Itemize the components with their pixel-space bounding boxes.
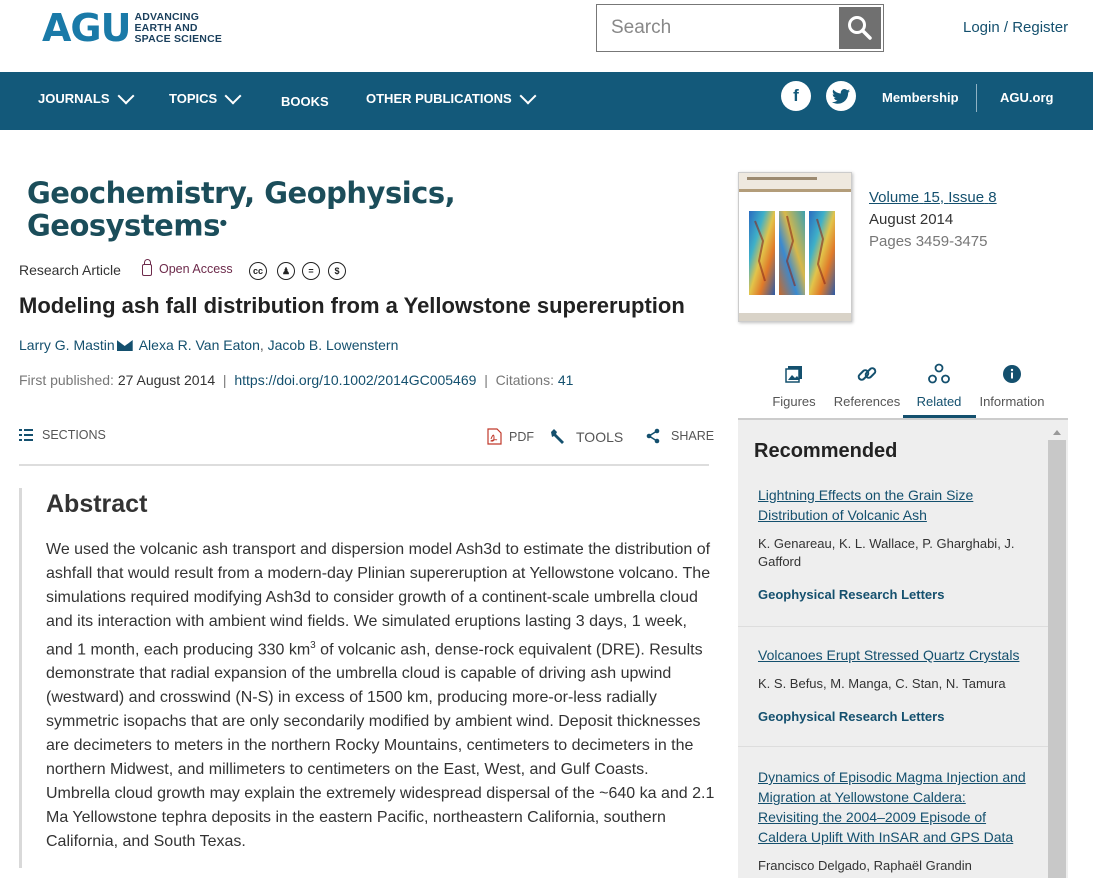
recommended-title-link[interactable]: Dynamics of Episodic Magma Injection and Migration at Yellowstone Caldera: Revisiting the 2004–2009 Episode of Caldera Uplift With InSAR and GPS Data — [758, 769, 1026, 845]
journal-cover-image[interactable] — [738, 172, 852, 322]
publication-info: First published: 27 August 2014 | https://doi.org/10.1002/2014GC005469 | Citations: 41 — [19, 372, 574, 388]
recommended-journal-link[interactable]: Geophysical Research Letters — [758, 709, 945, 724]
tab-related[interactable]: Related — [903, 362, 975, 409]
share-icon — [646, 428, 660, 444]
search-box — [596, 4, 884, 52]
list-icon — [19, 429, 33, 441]
nav-journals[interactable]: JOURNALS — [38, 91, 132, 106]
recommended-heading: Recommended — [754, 440, 898, 462]
article-toolbar — [19, 428, 715, 448]
recommended-title-link[interactable]: Lightning Effects on the Grain Size Distribution of Volcanic Ash — [758, 487, 974, 523]
lock-open-icon — [142, 264, 152, 276]
share-button[interactable]: SHARE — [646, 428, 714, 444]
info-icon — [1003, 365, 1021, 383]
author-link[interactable]: Alexa R. Van Eaton — [138, 337, 260, 353]
journal-title[interactable]: Geochemistry, Geophysics, Geosystems● — [27, 176, 456, 243]
author-link[interactable]: Jacob B. Lowenstern — [267, 337, 399, 353]
issue-info: Volume 15, Issue 8 August 2014 Pages 3459-3475 — [869, 189, 997, 250]
cc-icon: cc — [249, 262, 267, 280]
abstract-heading: Abstract — [46, 490, 148, 518]
right-tabs — [758, 362, 1068, 418]
list-item — [738, 747, 1048, 878]
scrollbar[interactable] — [1048, 440, 1066, 878]
pdf-button[interactable]: PDF — [487, 428, 534, 445]
doi-link[interactable]: https://doi.org/10.1002/2014GC005469 — [234, 372, 477, 388]
search-input[interactable] — [597, 5, 837, 51]
nav-other-publications[interactable]: OTHER PUBLICATIONS — [366, 91, 534, 106]
tools-button[interactable]: TOOLS — [549, 428, 623, 446]
volume-link[interactable]: Volume 15, Issue 8 — [869, 189, 997, 206]
active-tab-indicator — [903, 415, 976, 418]
article-title: Modeling ash fall distribution from a Yellowstone supereruption — [19, 293, 685, 318]
wrench-icon — [549, 428, 567, 446]
twitter-icon[interactable] — [826, 81, 856, 111]
list-item — [738, 472, 1048, 627]
link-icon — [856, 363, 878, 385]
search-button[interactable] — [839, 7, 881, 49]
recommended-panel — [738, 420, 1068, 878]
recommended-authors: K. S. Befus, M. Manga, C. Stan, N. Tamura — [758, 676, 1006, 691]
logo-tagline: ADVANCING EARTH AND SPACE SCIENCE — [134, 10, 223, 45]
author-list: Larry G. Mastin Alexa R. Van Eaton, Jacob B. Lowenstern — [19, 337, 399, 353]
search-icon — [847, 15, 873, 41]
cc-nc-icon: $ — [328, 262, 346, 280]
nav-books[interactable]: BOOKS — [281, 94, 329, 109]
nav-agu-org[interactable]: AGU.org — [1000, 90, 1054, 105]
recommended-journal-link[interactable]: Geophysical Research Letters — [758, 587, 945, 602]
recommended-authors: K. Genareau, K. L. Wallace, P. Gharghabi, J. Gafford — [758, 536, 1015, 569]
abstract-text: We used the volcanic ash transport and dispersion model Ash3d to estimate the distribution of ashfall that would result from a modern-day Plinian supereruption at Yellowstone volcano. The simulations required modifying Ash3d to consider growth of a continent-scale umbrella cloud and its interaction with ambient wind fields. We simulated eruptions lasting 3 days, 1 week, and 1 month, each producing 330 $km^3$ of volcanic ash, dense-rock equivalent (DRE). Results demonstrate that radial expansion of the umbrella cloud is capable of driving ash upwind (westward) and crosswind (N-S) in excess of 1500 km, producing more-or-less radially symmetric isopachs that are only secondarily modified by ambient wind. Deposit thicknesses are decimeters to meters in the northern Rocky Mountains, centimeters to decimeters in the northern Midwest, and millimeters to centimeters on the East, West, and Gulf Coasts. Umbrella cloud growth may explain the extremely widespread dispersal of the ~640 ka and 2.1 Ma Yellowstone tephra deposits in the eastern Pacific, northeastern California, southern California, and South Texas. — [46, 541, 715, 851]
author-link[interactable]: Larry G. Mastin — [19, 337, 115, 353]
cc-nd-icon: = — [302, 262, 320, 280]
scroll-up-arrow[interactable] — [1048, 425, 1066, 440]
recommended-title-link[interactable]: Volcanoes Erupt Stressed Quartz Crystals — [758, 647, 1020, 663]
image-icon — [785, 365, 803, 383]
agu-logo[interactable] — [42, 6, 223, 50]
tab-information[interactable]: Information — [976, 362, 1048, 409]
abstract-section — [19, 488, 715, 868]
toolbar-divider — [19, 464, 709, 466]
citations-link[interactable]: 41 — [557, 372, 574, 388]
cc-by-icon: ♟ — [277, 262, 295, 280]
nav-divider — [976, 84, 977, 112]
pdf-icon — [487, 428, 502, 445]
open-access-badge: Open Access — [142, 262, 233, 276]
recommended-authors: Francisco Delgado, Raphaël Grandin — [758, 858, 972, 873]
list-item — [738, 627, 1048, 747]
facebook-icon[interactable]: f — [781, 81, 811, 111]
related-icon — [928, 363, 950, 385]
logo-mark: AGU — [42, 6, 131, 50]
envelope-icon[interactable] — [117, 340, 133, 351]
tab-references[interactable]: References — [831, 362, 903, 409]
login-register-link[interactable]: Login / Register — [963, 19, 1069, 36]
nav-membership[interactable]: Membership — [882, 90, 959, 105]
top-header — [0, 0, 1093, 72]
nav-topics[interactable]: TOPICS — [169, 91, 239, 106]
sections-button[interactable]: SECTIONS — [19, 428, 106, 442]
article-type: Research Article — [19, 262, 121, 278]
tab-figures[interactable]: Figures — [758, 362, 830, 409]
